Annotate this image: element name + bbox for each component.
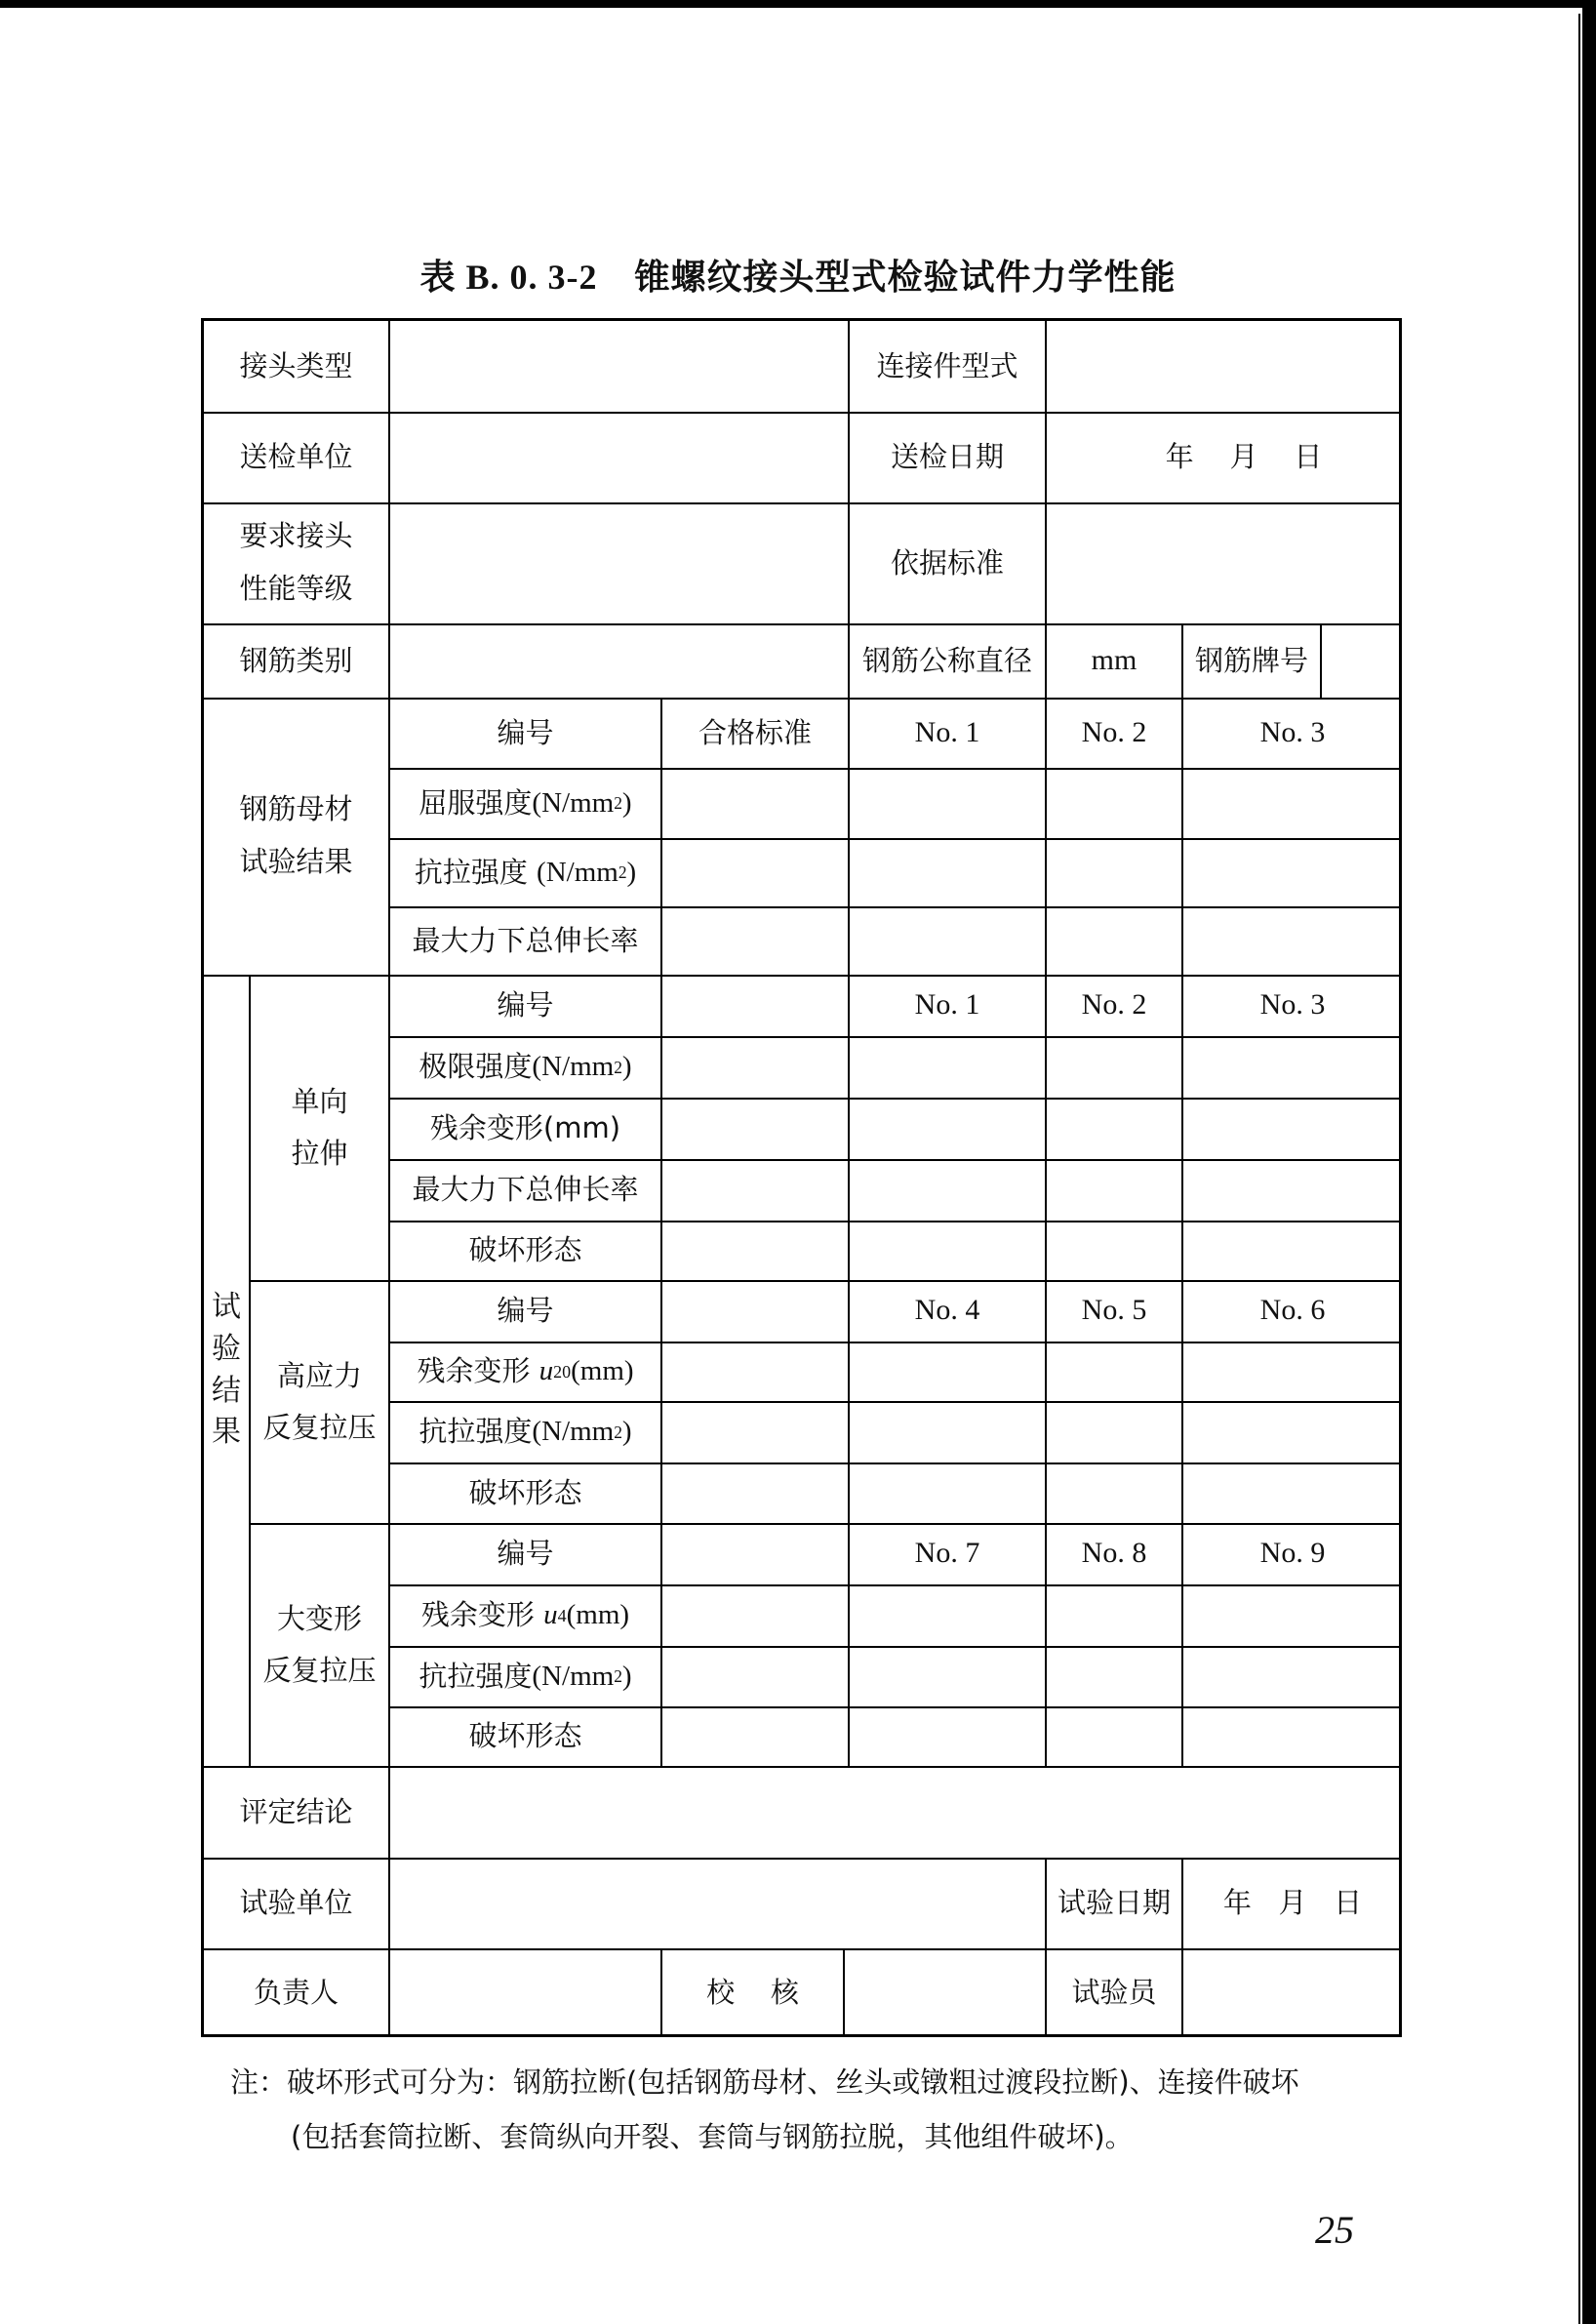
test-results-label: 试 验 结 果	[212, 1290, 241, 1450]
rebar-diameter-label: 钢筋公称直径	[861, 643, 1032, 677]
test-unit-field[interactable]	[390, 1858, 1045, 1948]
rebar-category-label: 钢筋类别	[239, 643, 353, 677]
high-stress-specimen-4: No. 4	[914, 1294, 980, 1327]
review-label: 校 核	[706, 1976, 799, 2010]
tester-label: 试验员	[1071, 1976, 1157, 2010]
uniaxial-specimen-1: No. 1	[914, 988, 980, 1022]
note-line-2: (包括套筒拉断、套筒纵向开裂、套筒与钢筋拉脱，其他组件破坏)。	[291, 2120, 1134, 2153]
rebar-grade-label: 钢筋牌号	[1194, 643, 1308, 677]
large-deform-specimen-7: No. 7	[914, 1537, 980, 1570]
large-deform-specimen-8: No. 8	[1081, 1537, 1147, 1570]
grade-label-line1: 要求接头	[239, 519, 353, 553]
standard-label: 依据标准	[890, 545, 1004, 580]
inspection-table	[201, 318, 1402, 2037]
joint-type-label: 接头类型	[239, 349, 353, 383]
responsible-label: 负责人	[253, 1976, 339, 2010]
submit-unit-field[interactable]	[390, 412, 848, 502]
scan-edge-top	[0, 0, 1596, 8]
large-deform-residual-label: 残余变形 u 4 (mm)	[420, 1598, 630, 1632]
uniaxial-specimen-2: No. 2	[1081, 988, 1147, 1022]
base-id-header: 编号	[497, 715, 554, 749]
table-caption: 锥螺纹接头型式检验试件力学性能	[634, 258, 1177, 298]
uniaxial-ultimate-strength-label: 极限强度 (N/mm 2 )	[419, 1050, 632, 1084]
uniaxial-residual-label: 残余变形(mm)	[429, 1111, 621, 1145]
submit-unit-label: 送检单位	[239, 440, 353, 474]
rebar-grade-field[interactable]	[1322, 623, 1402, 698]
large-deform-id-header: 编号	[497, 1537, 554, 1571]
large-deform-failure-label: 破坏形态	[468, 1719, 582, 1753]
table-number: 表 B. 0. 3-2	[419, 258, 598, 297]
review-field[interactable]	[845, 1948, 1045, 2037]
base-specimen-1: No. 1	[914, 715, 980, 748]
uniaxial-elongation-label: 最大力下总伸长率	[412, 1173, 639, 1207]
high-stress-tensile-label: 抗拉强度 (N/mm 2 )	[419, 1415, 632, 1449]
high-stress-cyclic-label: 高应力 反复拉压	[262, 1359, 377, 1444]
base-material-label-line2: 试验结果	[239, 845, 353, 878]
base-specimen-2: No. 2	[1081, 715, 1147, 748]
grade-field[interactable]	[390, 502, 848, 623]
rebar-category-field[interactable]	[390, 623, 848, 698]
test-unit-label: 试验单位	[239, 1886, 353, 1920]
grade-label	[204, 502, 388, 623]
uniaxial-specimen-3: No. 3	[1259, 988, 1326, 1022]
scan-edge-right	[1582, 0, 1596, 2324]
conclusion-label: 评定结论	[239, 1794, 353, 1828]
base-yield-strength-label: 屈服强度 (N/mm 2 )	[419, 785, 632, 820]
base-material-label	[204, 698, 388, 975]
uniaxial-tension-label: 单向 拉伸	[291, 1085, 348, 1170]
high-stress-id-header: 编号	[497, 1294, 554, 1328]
rebar-diameter-field[interactable]: mm	[1091, 643, 1137, 676]
submit-date-label: 送检日期	[890, 440, 1004, 474]
base-material-label-line1: 钢筋母材	[239, 792, 353, 826]
high-stress-failure-label: 破坏形态	[468, 1475, 582, 1509]
high-stress-specimen-5: No. 5	[1081, 1294, 1147, 1327]
submit-date-field[interactable]: 年 月 日	[1165, 440, 1323, 474]
standard-field[interactable]	[1047, 502, 1402, 623]
note-line-1: 注：破坏形式可分为：钢筋拉断(包括钢筋母材、丝头或镦粗过渡段拉断)、连接件破坏	[230, 2065, 1299, 2099]
test-date-field[interactable]: 年 月 日	[1222, 1886, 1363, 1920]
base-standard-header: 合格标准	[698, 715, 812, 749]
large-deform-specimen-9: No. 9	[1259, 1537, 1326, 1570]
scan-edge-right-inner	[1578, 14, 1580, 2324]
base-specimen-3: No. 3	[1259, 715, 1326, 748]
uniaxial-failure-label: 破坏形态	[468, 1233, 582, 1267]
grade-label-line2: 性能等级	[239, 572, 353, 605]
connector-type-label: 连接件型式	[876, 349, 1018, 383]
joint-type-field[interactable]	[390, 321, 848, 412]
large-deformation-cyclic-label: 大变形 反复拉压	[262, 1602, 377, 1687]
high-stress-residual-label: 残余变形 u 20 (mm)	[417, 1354, 634, 1388]
base-tensile-strength-label: 抗拉强度 (N/mm 2 )	[414, 855, 637, 889]
high-stress-specimen-6: No. 6	[1259, 1294, 1326, 1327]
test-date-label: 试验日期	[1057, 1886, 1171, 1920]
table-title	[0, 250, 1596, 300]
tester-field[interactable]	[1183, 1948, 1402, 2037]
page-number: 25	[1315, 2208, 1354, 2252]
base-elongation-label: 最大力下总伸长率	[412, 923, 639, 957]
connector-type-field[interactable]	[1047, 321, 1402, 412]
responsible-field[interactable]	[390, 1948, 660, 2037]
conclusion-field[interactable]	[390, 1766, 1402, 1858]
table-note	[230, 2055, 1420, 2164]
uniaxial-id-header: 编号	[497, 988, 554, 1022]
large-deform-tensile-label: 抗拉强度 (N/mm 2 )	[419, 1659, 632, 1693]
